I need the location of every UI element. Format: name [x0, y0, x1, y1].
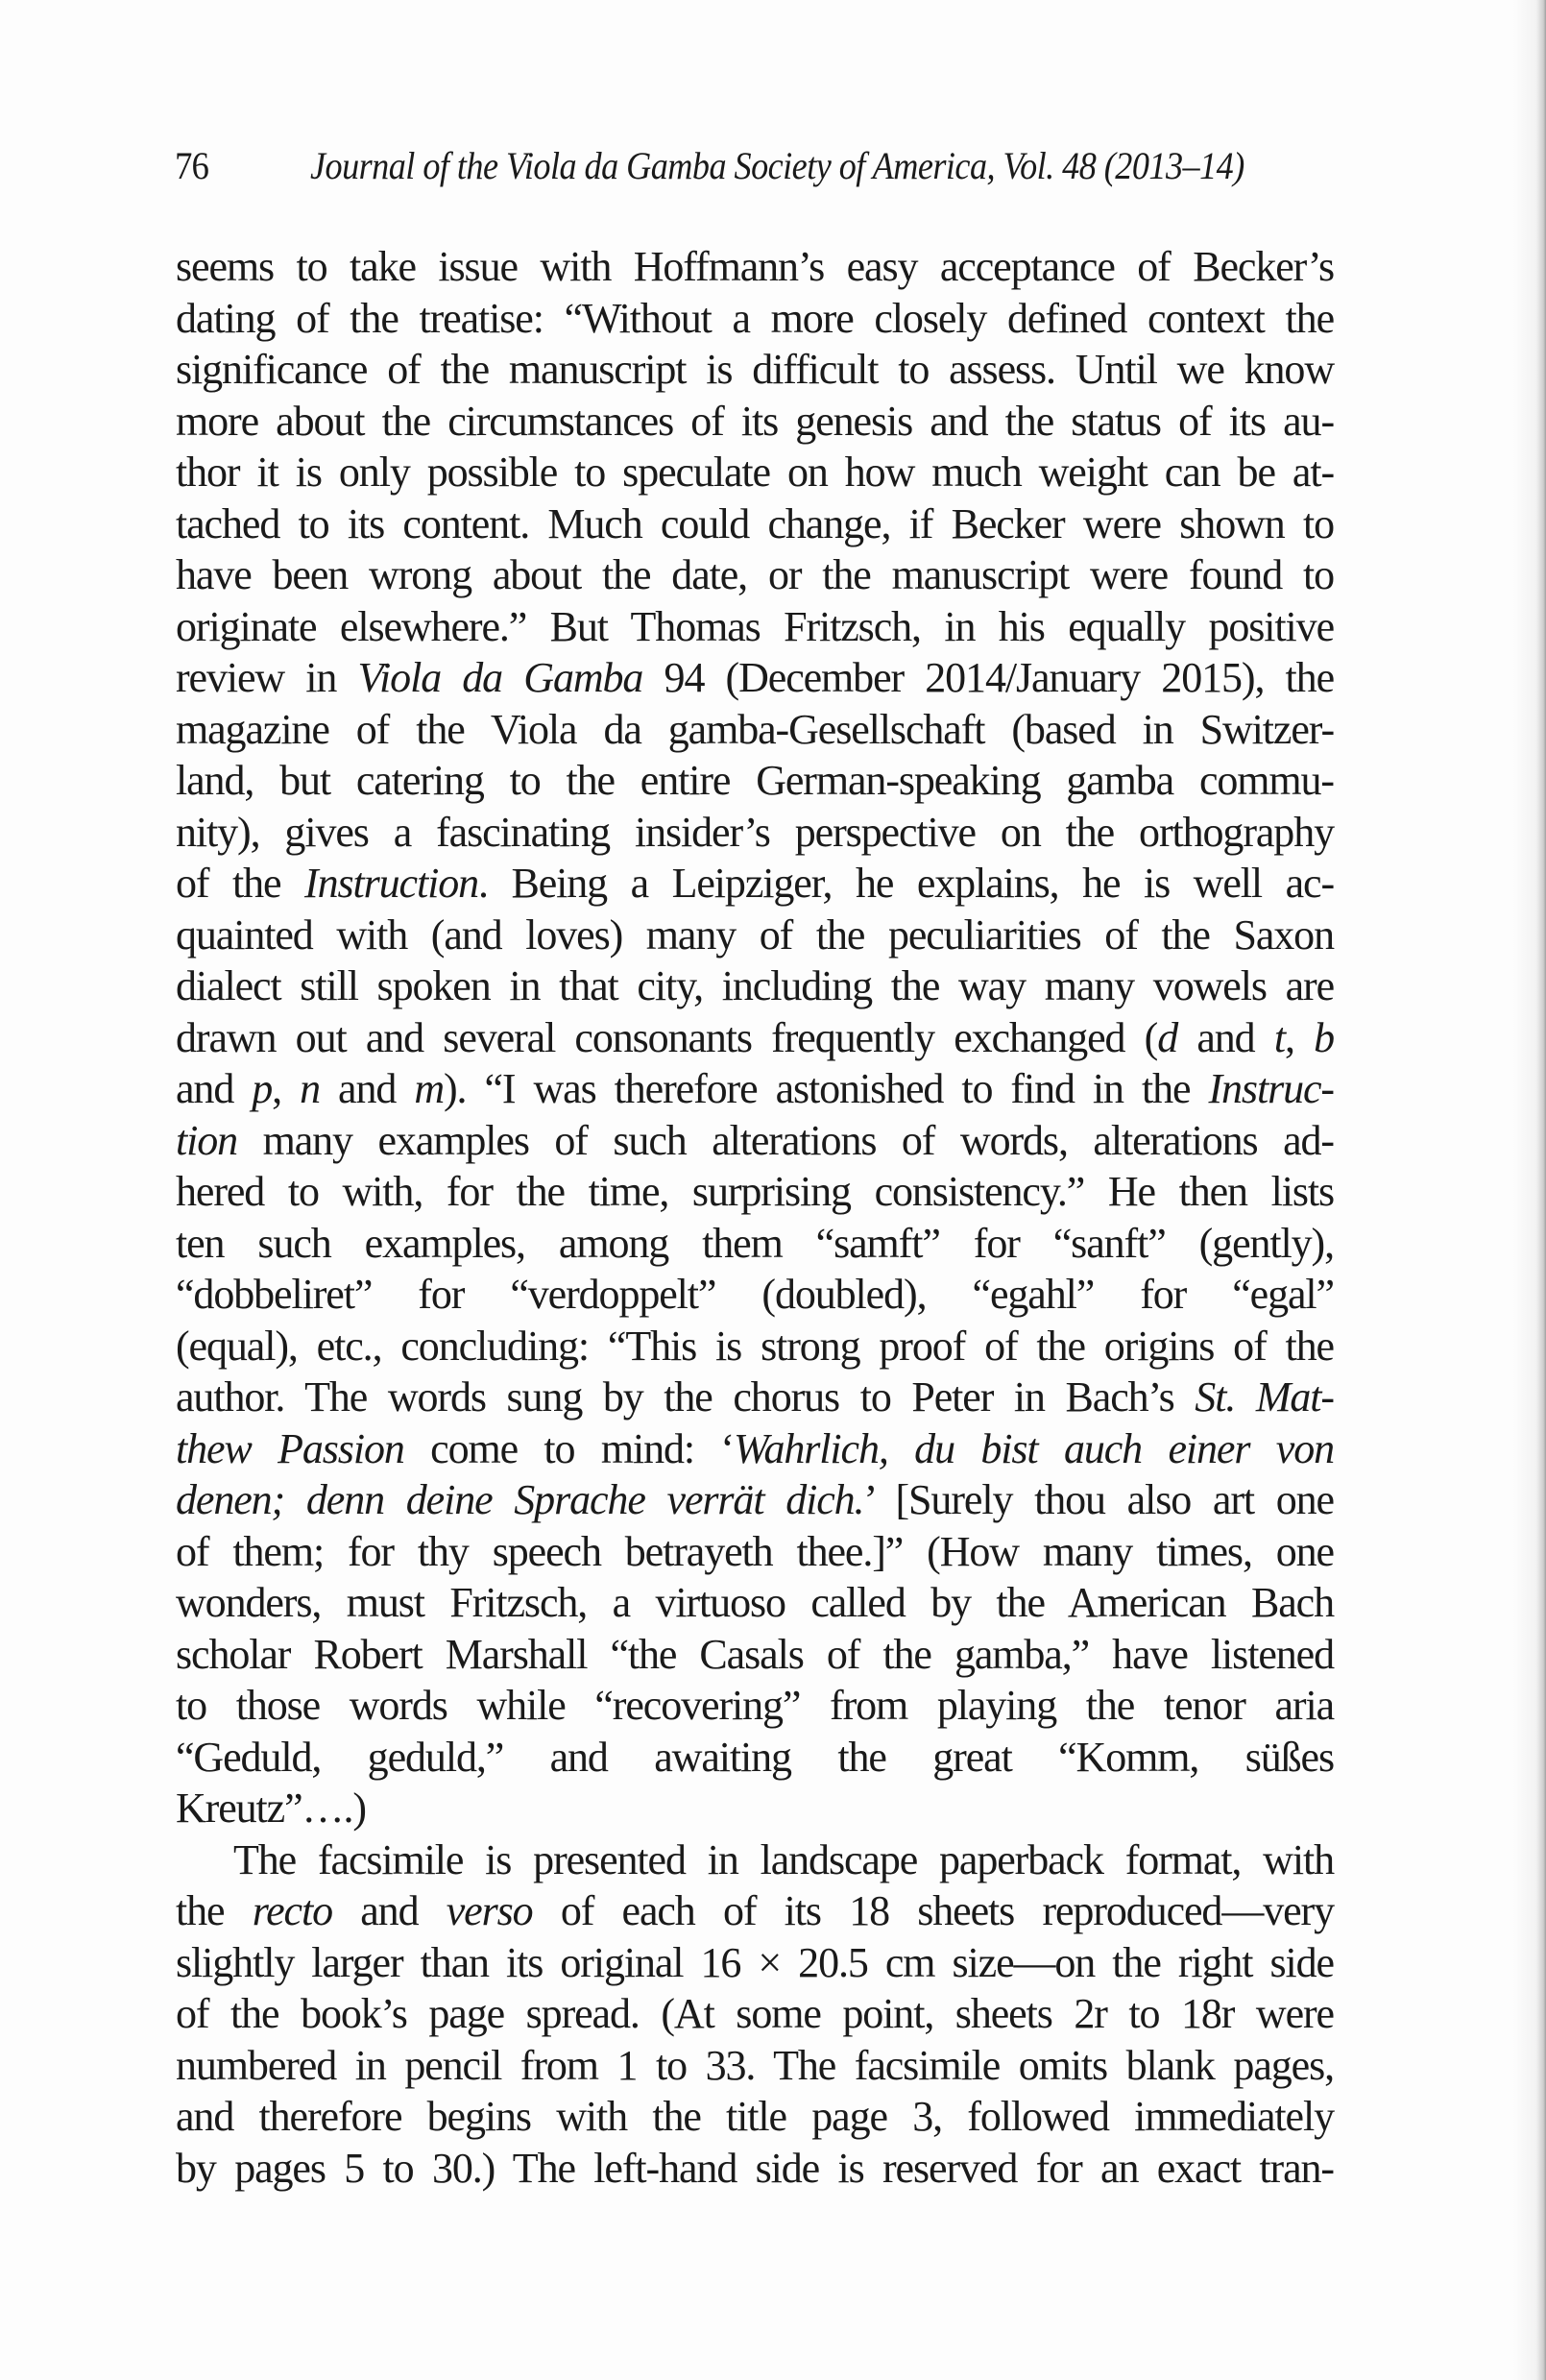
text-run: seems to take issue with Hoffmann’s easy acceptance of Becker’s — [176, 243, 1334, 290]
running-head — [175, 142, 1335, 190]
text-line-content — [176, 2143, 1334, 2195]
text-run: hered to with, for the time, surprising consistency.” He then lists — [176, 1168, 1334, 1215]
text-run: and — [1177, 1013, 1274, 1061]
text-line-content — [176, 807, 1334, 859]
text-line-content — [176, 241, 1334, 293]
text-run: by pages 5 to 30.) The left-hand side is reserved for an exact tran- — [176, 2144, 1334, 2192]
text-line — [176, 1423, 1334, 1475]
text-line-content — [176, 704, 1334, 756]
text-line-content — [176, 858, 1334, 910]
text-run: nity), gives a fascinating insider’s perspective on the orthography — [176, 808, 1334, 856]
text-line-content — [176, 344, 1334, 396]
text-run: ’ [Surely thou also art one — [863, 1476, 1334, 1523]
italic-text: m — [414, 1065, 444, 1112]
text-run: , — [272, 1065, 301, 1112]
text-run: (equal), etc., concluding: “This is strong proof of the origins of the — [176, 1322, 1334, 1370]
italic-text: verso — [446, 1887, 533, 1934]
text-line — [176, 549, 1334, 601]
text-line — [176, 2040, 1334, 2092]
italic-text: b — [1314, 1013, 1334, 1061]
text-line — [176, 1115, 1334, 1167]
text-line-content — [176, 755, 1334, 807]
text-run: more about the circumstances of its genesis and the status of its au- — [176, 397, 1334, 445]
text-line-content — [176, 1166, 1334, 1218]
text-run: of the — [176, 860, 305, 907]
text-run: of the book’s page spread. (At some point, sheets 2r to 18r were — [176, 1990, 1334, 2037]
text-line-content — [176, 1269, 1334, 1321]
text-line-content — [176, 910, 1334, 961]
text-run: review in — [176, 654, 358, 701]
text-line — [176, 344, 1334, 396]
text-run: and — [320, 1065, 415, 1112]
text-line-content — [176, 960, 1334, 1012]
text-line — [176, 293, 1334, 345]
text-line — [176, 807, 1334, 859]
text-line-content — [176, 2091, 1334, 2143]
text-line — [176, 241, 1334, 293]
italic-text: n — [300, 1065, 321, 1112]
text-line — [176, 1732, 1334, 1784]
text-line — [176, 1783, 1334, 1834]
italic-text: Viola da Gamba — [357, 654, 643, 701]
text-line — [176, 396, 1334, 448]
text-run: ten such examples, among them “samft” for “sanft” (gently), — [176, 1219, 1334, 1267]
italic-text: tion — [176, 1116, 238, 1164]
text-line-content — [176, 1063, 1334, 1115]
text-line — [176, 1474, 1334, 1526]
text-line — [176, 2091, 1334, 2143]
text-line — [176, 447, 1334, 498]
text-run: Kreutz”….) — [176, 1785, 366, 1832]
text-run: quainted with (and loves) many of the peculiarities of the Saxon — [176, 911, 1334, 959]
text-run: originate elsewhere.” But Thomas Fritzsch, in his equally positive — [176, 602, 1334, 650]
text-line — [176, 1269, 1334, 1321]
text-line — [176, 1321, 1334, 1372]
text-line — [176, 858, 1334, 910]
text-line-content — [176, 1629, 1334, 1681]
text-line — [176, 1372, 1334, 1423]
text-run: slightly larger than its original 16 × 20.5 cm size—on the right side — [176, 1938, 1334, 1986]
text-run: scholar Robert Marshall “the Casals of the gamba,” have listened — [176, 1630, 1334, 1678]
italic-text: denen; denn deine Sprache verrät dich. — [176, 1476, 864, 1523]
text-run: land, but catering to the entire German-speaking gamba commu- — [176, 757, 1334, 804]
text-line — [176, 1526, 1334, 1578]
text-line — [176, 1166, 1334, 1218]
journal-title: Journal of the Viola da Gamba Society of America, Vol. 48 (2013–14) — [310, 144, 1244, 187]
text-run: of them; for thy speech betrayeth thee.]” (How many times, one — [176, 1527, 1334, 1575]
text-run: thor it is only possible to speculate on how much weight can be at- — [176, 449, 1334, 496]
text-run: “Geduld, geduld,” and awaiting the great “Komm, süßes — [176, 1733, 1334, 1781]
text-run: magazine of the Viola da gamba-Gesellschaft (based in Switzer- — [176, 705, 1334, 753]
text-run: 94 (December 2014/January 2015), the — [642, 654, 1335, 701]
text-run: drawn out and several consonants frequently exchanged ( — [176, 1013, 1158, 1061]
text-run: numbered in pencil from 1 to 33. The facsimile omits blank pages, — [176, 2041, 1334, 2089]
text-run: . Being a Leipziger, he explains, he is well ac- — [478, 860, 1334, 907]
italic-text: Wahrlich, du bist auch einer von — [733, 1424, 1334, 1472]
text-line-content — [176, 2040, 1334, 2092]
text-line — [176, 960, 1334, 1012]
text-line-content — [176, 652, 1334, 704]
text-line-content — [176, 396, 1334, 448]
text-line — [176, 910, 1334, 961]
text-line — [176, 1680, 1334, 1732]
text-run: dialect still spoken in that city, including the way many vowels are — [176, 962, 1334, 1009]
text-line — [176, 1988, 1334, 2040]
text-run: and — [332, 1887, 447, 1934]
text-line-content — [176, 1988, 1334, 2040]
text-line — [176, 2143, 1334, 2195]
body-text — [176, 241, 1334, 2194]
text-line-content — [176, 601, 1334, 653]
text-line-content — [176, 1783, 366, 1834]
text-line-content — [176, 1680, 1334, 1732]
text-line-content — [176, 293, 1334, 345]
text-line — [176, 1012, 1334, 1064]
text-line-content — [233, 1834, 1334, 1886]
text-run: , — [1284, 1013, 1315, 1061]
text-run: have been wrong about the date, or the manuscript were found to — [176, 551, 1334, 598]
text-line-content — [176, 549, 1334, 601]
text-line-content — [176, 1423, 1334, 1475]
text-line — [176, 601, 1334, 653]
text-line-content — [176, 1937, 1334, 1989]
text-run: and — [176, 1065, 253, 1112]
text-line-content — [176, 1372, 1334, 1423]
text-run: of each of its 18 sheets reproduced—very — [532, 1887, 1335, 1934]
text-run: dating of the treatise: “Without a more closely defined context the — [176, 294, 1334, 342]
italic-text: Instruction — [304, 860, 479, 907]
text-line-content — [176, 1115, 1334, 1167]
text-line — [176, 1063, 1334, 1115]
text-run: wonders, must Fritzsch, a virtuoso called by the American Bach — [176, 1579, 1334, 1626]
text-line — [176, 1834, 1334, 1886]
text-line — [176, 1218, 1334, 1270]
text-line-content — [176, 1526, 1334, 1578]
text-line — [176, 1885, 1334, 1937]
italic-text: thew Passion — [176, 1424, 404, 1472]
text-run: The facsimile is presented in landscape paperback format, with — [233, 1835, 1334, 1883]
italic-text: t — [1273, 1013, 1285, 1061]
text-line — [176, 1937, 1334, 1989]
text-run: come to mind: ‘ — [403, 1424, 734, 1472]
page-number: 76 — [175, 144, 208, 187]
text-run: significance of the manuscript is difficult to assess. Until we know — [176, 346, 1334, 393]
text-run: many examples of such alterations of words, alterations ad- — [237, 1116, 1334, 1164]
text-run: ). “I was therefore astonished to find in the — [444, 1065, 1209, 1112]
italic-text: d — [1157, 1013, 1178, 1061]
text-line-content — [176, 1218, 1334, 1270]
italic-text: Instruc- — [1208, 1065, 1334, 1112]
text-run: tached to its content. Much could change, if Becker were shown to — [176, 499, 1334, 547]
text-run: “dobbeliret” for “verdoppelt” (doubled), “egahl” for “egal” — [176, 1271, 1334, 1318]
text-line-content — [176, 1732, 1334, 1784]
text-line-content — [176, 1012, 1334, 1064]
text-line-content — [176, 1885, 1334, 1937]
italic-text: p — [252, 1065, 273, 1112]
text-run: the — [176, 1887, 253, 1934]
text-run: to those words while “recovering” from playing the tenor aria — [176, 1682, 1334, 1729]
text-line-content — [176, 447, 1334, 498]
text-line-content — [176, 1321, 1334, 1372]
text-line — [176, 498, 1334, 550]
text-line — [176, 652, 1334, 704]
text-run: author. The words sung by the chorus to Peter in Bach’s — [176, 1373, 1196, 1421]
page-edge-shadow — [1513, 0, 1546, 2380]
text-line — [176, 1629, 1334, 1681]
text-line — [176, 704, 1334, 756]
italic-text: recto — [252, 1887, 332, 1934]
text-line-content — [176, 498, 1334, 550]
text-line — [176, 1577, 1334, 1629]
text-line-content — [176, 1577, 1334, 1629]
text-run: and therefore begins with the title page 3, followed immediately — [176, 2093, 1334, 2140]
italic-text: St. Mat- — [1195, 1373, 1334, 1421]
text-line — [176, 755, 1334, 807]
text-line-content — [176, 1474, 1334, 1526]
